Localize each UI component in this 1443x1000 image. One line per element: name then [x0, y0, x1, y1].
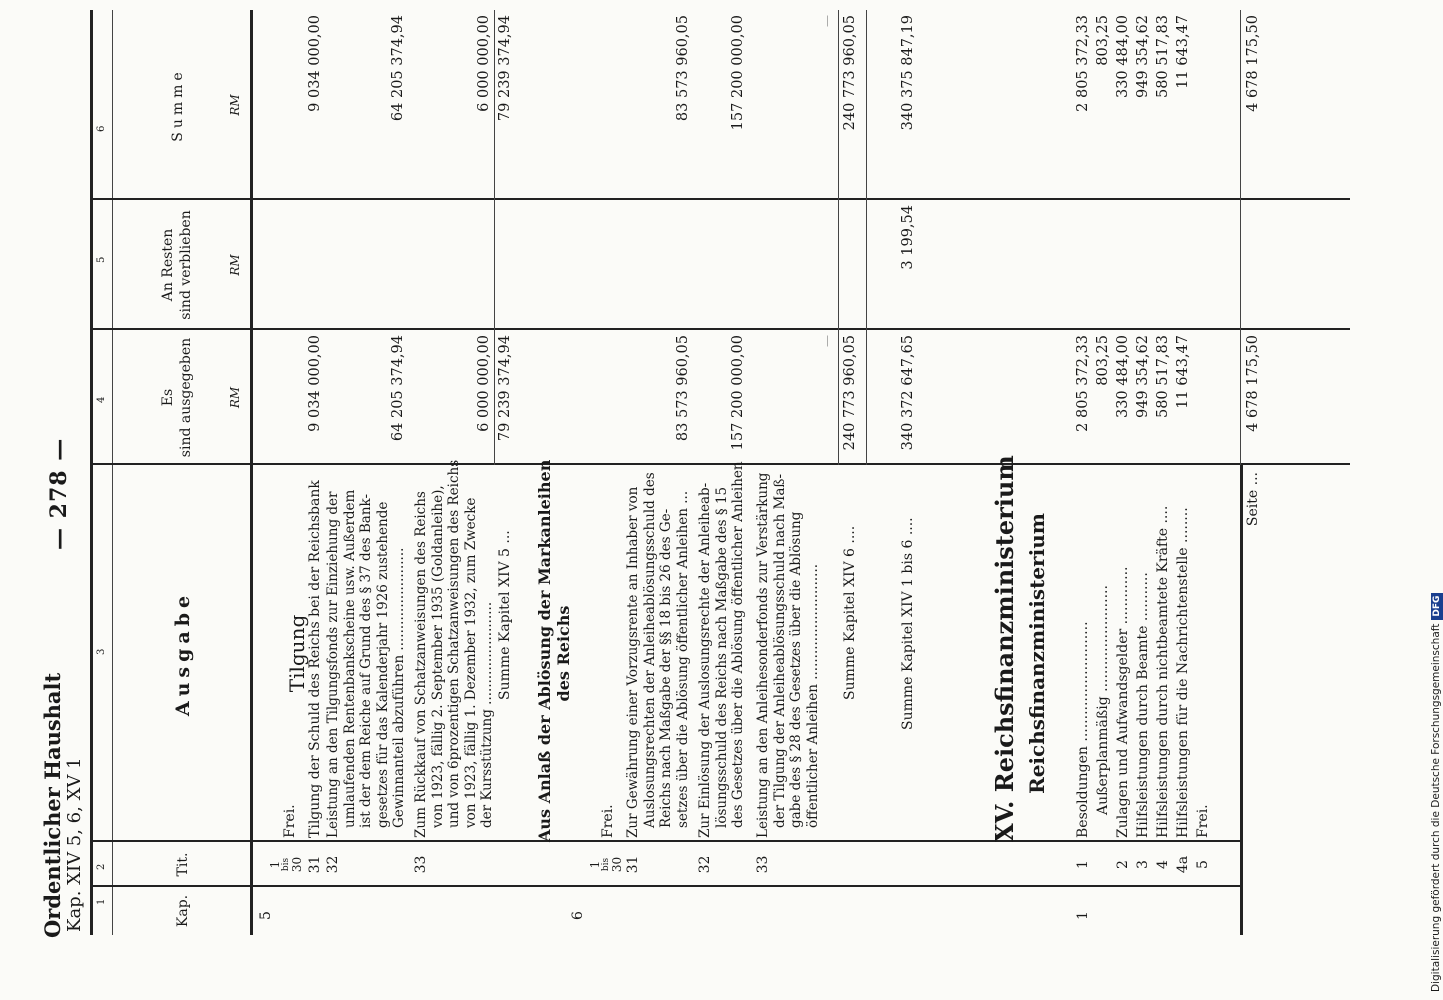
colnum-rule [112, 10, 113, 935]
col-num-4: 4 [96, 396, 107, 403]
row-5-text: Hilfsleistungen durch nichtbeamtete Kräfte .... [1155, 505, 1171, 838]
t33-text [413, 460, 496, 838]
k6-32-tit: 32 [697, 855, 713, 874]
t33-line-3: und von 6prozentigen Schatzanweisungen des Reichs [446, 459, 462, 828]
kap-5: 5 [258, 911, 274, 920]
sum5-rule [494, 10, 495, 465]
k6-33-summe: — [820, 15, 834, 27]
sum16-rest: 3 199,54 [900, 205, 916, 270]
seite-es: 4 678 175,50 [1245, 335, 1261, 432]
k6-32-line-1: Zur Einlösung der Auslosungsrechte der Anleiheab- [697, 482, 713, 838]
credit-text-wrapper [1430, 593, 1443, 992]
top-rule [90, 10, 93, 935]
vline-1 [90, 886, 1240, 888]
vline-4 [90, 329, 1350, 331]
k6-33-text [755, 473, 821, 838]
seite-rule [1240, 10, 1241, 465]
k6-32-text [697, 461, 747, 838]
sum5-es: 79 239 374,94 [497, 335, 513, 442]
sum6-summe: 240 773 960,05 [842, 15, 858, 131]
sum5-label: Summe Kapitel XIV 5 ... [497, 530, 513, 700]
row-4-tit: 3 [1135, 860, 1151, 869]
vline-2 [90, 841, 1240, 843]
k6-31-tit: 31 [625, 855, 641, 874]
k6-31-text [625, 472, 691, 838]
tit-1: 1 [268, 860, 282, 869]
header-title: Ordentlicher Haushalt [40, 672, 65, 938]
kap-6: 6 [570, 911, 586, 920]
row-6-text: Hilfsleistungen für die Nachrichtenstelle ........ [1175, 507, 1191, 838]
dfg-logo: DFG [1431, 593, 1443, 620]
col-rest-header-2: sind verblieben [178, 210, 194, 320]
row-7-text: Frei. [1195, 804, 1211, 838]
t33-summe: 6 000 000,00 [476, 15, 492, 112]
credit-text: Digitalisierung gefördert durch die Deutsche Forschungsgemeinschaft [1430, 623, 1442, 992]
t32-es: 64 205 374,94 [390, 335, 406, 442]
col-num-3: 3 [96, 648, 107, 655]
t31-es: 9 034 000,00 [307, 335, 323, 432]
col-num-6: 6 [96, 125, 107, 132]
row-3-es: 330 484,00 [1115, 335, 1131, 419]
row-4-es: 949 354,62 [1135, 335, 1151, 419]
sum6-es: 240 773 960,05 [842, 335, 858, 451]
row-6-es: 11 643,47 [1175, 335, 1191, 409]
row-4-text: Hilfsleistungen durch Beamte ........... [1135, 572, 1151, 838]
k6-32-line-2: lösungsschuld des Reichs nach Maßgabe des § 15 [713, 486, 730, 828]
row-3-text: Zulagen und Aufwandsgelder ............. [1115, 566, 1131, 838]
t31-tit: 31 [307, 855, 323, 874]
row-3-tit: 2 [1115, 860, 1131, 869]
t33-es: 6 000 000,00 [476, 335, 492, 432]
row-1-text: Besoldungen ........................... [1075, 621, 1091, 838]
tit-bis-k6: bis [601, 857, 611, 872]
row-1-tit: 1 [1075, 860, 1091, 869]
t32-line-2: umlaufenden Rentenbankscheine usw. Außerdem [341, 489, 358, 828]
credit-strip [1410, 8, 1442, 992]
col-rest-header-1: An Resten [160, 228, 176, 302]
t33-tit: 33 [413, 855, 429, 874]
col-ausgabe-header: Ausgabe [172, 590, 194, 717]
k6-32-line-3: des Gesetzes über die Ablösung öffentlicher Anleihen [730, 461, 746, 828]
col-num-5: 5 [96, 256, 107, 263]
t32-line-4: gesetzes für das Kalenderjahr 1926 zustehende [374, 501, 391, 828]
k6-31-line-4: setzes über die Ablösung öffentlicher Anleihen ... [674, 490, 691, 828]
tit-1-30 [270, 842, 303, 887]
t32-tit: 32 [325, 855, 341, 874]
k6-31-line-3: Reichs nach Maßgabe der §§ 18 bis 26 des Ge- [658, 508, 674, 828]
row-2-text: Außerplanmäßig ........................ [1095, 585, 1111, 815]
row-1-summe: 2 805 372,33 [1075, 15, 1091, 112]
sum16-label: Summe Kapitel XIV 1 bis 6 .... [900, 517, 916, 730]
sum16-rule [866, 10, 867, 465]
sum6-label: Summe Kapitel XIV 6 .... [842, 525, 858, 700]
header-kap-ref: Kap. XIV 5, 6, XV 1 [64, 757, 85, 932]
frei-label-2: Frei. [600, 804, 616, 838]
sum6-rule [838, 10, 839, 465]
t31-summe: 9 034 000,00 [307, 15, 323, 112]
row-7-tit: 5 [1195, 860, 1211, 869]
row-5-summe: 580 517,83 [1155, 15, 1171, 99]
xv-subheading: Reichsfinanzministerium [1025, 513, 1049, 794]
t32-line-5: Gewinnanteil abzuführen ........................ [391, 547, 407, 828]
tilgung-heading: Tilgung [285, 614, 309, 693]
row-4-summe: 949 354,62 [1135, 15, 1151, 99]
k6-31-line-2: Auslosungsrechten der Anleiheablösungsschuld des [641, 472, 658, 828]
row-6-summe: 11 643,47 [1175, 15, 1191, 89]
col-es-header-1: Es [160, 388, 176, 407]
col-summe-unit: RM [228, 94, 242, 116]
col-summe-header: Summe [170, 68, 186, 142]
tit-30: 30 [290, 856, 304, 873]
k6-33-line-1: Leistung an den Anleihesonderfonds zur Verstärkung [755, 472, 771, 838]
k6-31-summe: 83 573 960,05 [675, 15, 691, 122]
col-num-1: 1 [96, 898, 107, 905]
row-1-es: 2 805 372,33 [1075, 335, 1091, 432]
row-5-tit: 4 [1155, 860, 1171, 869]
seite-label: Seite ... [1245, 472, 1261, 527]
col-es-header-2: sind ausgegeben [178, 337, 194, 458]
sum16-summe: 340 375 847,19 [900, 15, 916, 131]
t31-text: Tilgung der Schuld des Reichs bei der Reichsbank [307, 480, 323, 838]
k6-33-line-2: der Tilgung der Anleiheablösungsschuld nach Maß- [771, 474, 788, 828]
k6-33-es: — [820, 335, 834, 347]
col-num-2: 2 [96, 863, 107, 870]
tit-bis: bis [281, 857, 291, 872]
row-3-summe: 330 484,00 [1115, 15, 1131, 99]
xv-heading: XV. Reichsfinanzministerium [990, 455, 1019, 842]
tit-1-k6: 1 [588, 860, 602, 869]
t33-line-5: der Kursstützung ........................ [479, 601, 495, 828]
k6-31-line-1: Zur Gewährung einer Vorzugsrente an Inhaber von [625, 486, 641, 838]
kap6-heading [535, 459, 573, 842]
k6-33-line-3: gabe des § 28 des Gesetzes über die Ablösung [788, 511, 804, 828]
kap6-heading-line-2: des Reichs [554, 605, 573, 702]
bottom-rule-left [1240, 465, 1243, 935]
row-5-es: 580 517,83 [1155, 335, 1171, 419]
k6-31-es: 83 573 960,05 [675, 335, 691, 442]
t33-line-1: Zum Rückkauf von Schatzanweisungen des Reichs [413, 491, 429, 838]
header-bottom-rule [250, 10, 253, 935]
t32-line-1: Leistung an den Tilgungsfonds zur Einziehung der [325, 491, 341, 838]
k6-33-line-4: öffentlicher Anleihen ........................... [804, 563, 821, 828]
page-number: — 278 — [46, 437, 72, 550]
col-tit-header: Tit. [175, 852, 191, 877]
row-2-summe: 803,25 [1095, 15, 1111, 66]
kap6-heading-line-1: Aus Anlaß der Ablösung der Markanleihen [535, 459, 554, 842]
row-2-es: 803,25 [1095, 335, 1111, 386]
kap-1: 1 [1075, 911, 1091, 920]
t32-text [325, 490, 408, 838]
col-es-unit: RM [228, 386, 242, 409]
t33-line-4: von 1923, fällig 1. Dezember 1932, zum Zwecke [462, 497, 479, 828]
row-6-tit: 4a [1175, 855, 1191, 874]
seite-summe: 4 678 175,50 [1245, 15, 1261, 112]
k6-33-tit: 33 [755, 855, 771, 874]
col-kap-header: Kap. [175, 894, 191, 928]
tit-1-30-k6 [590, 842, 623, 887]
t32-summe: 64 205 374,94 [390, 15, 406, 122]
sum16-es: 340 372 647,65 [900, 335, 916, 451]
t32-line-3: ist der dem Reiche auf Grund des § 37 des Bank- [358, 493, 374, 828]
frei-label-1: Frei. [282, 804, 298, 838]
sum5-summe: 79 239 374,94 [497, 15, 513, 122]
k6-32-summe: 157 200 000,00 [730, 15, 746, 131]
col-rest-unit: RM [228, 254, 242, 276]
k6-32-es: 157 200 000,00 [730, 335, 746, 451]
tit-30-k6: 30 [610, 856, 624, 873]
t33-line-2: von 1923, fällig 2. September 1935 (Goldanleihe), [429, 485, 446, 828]
